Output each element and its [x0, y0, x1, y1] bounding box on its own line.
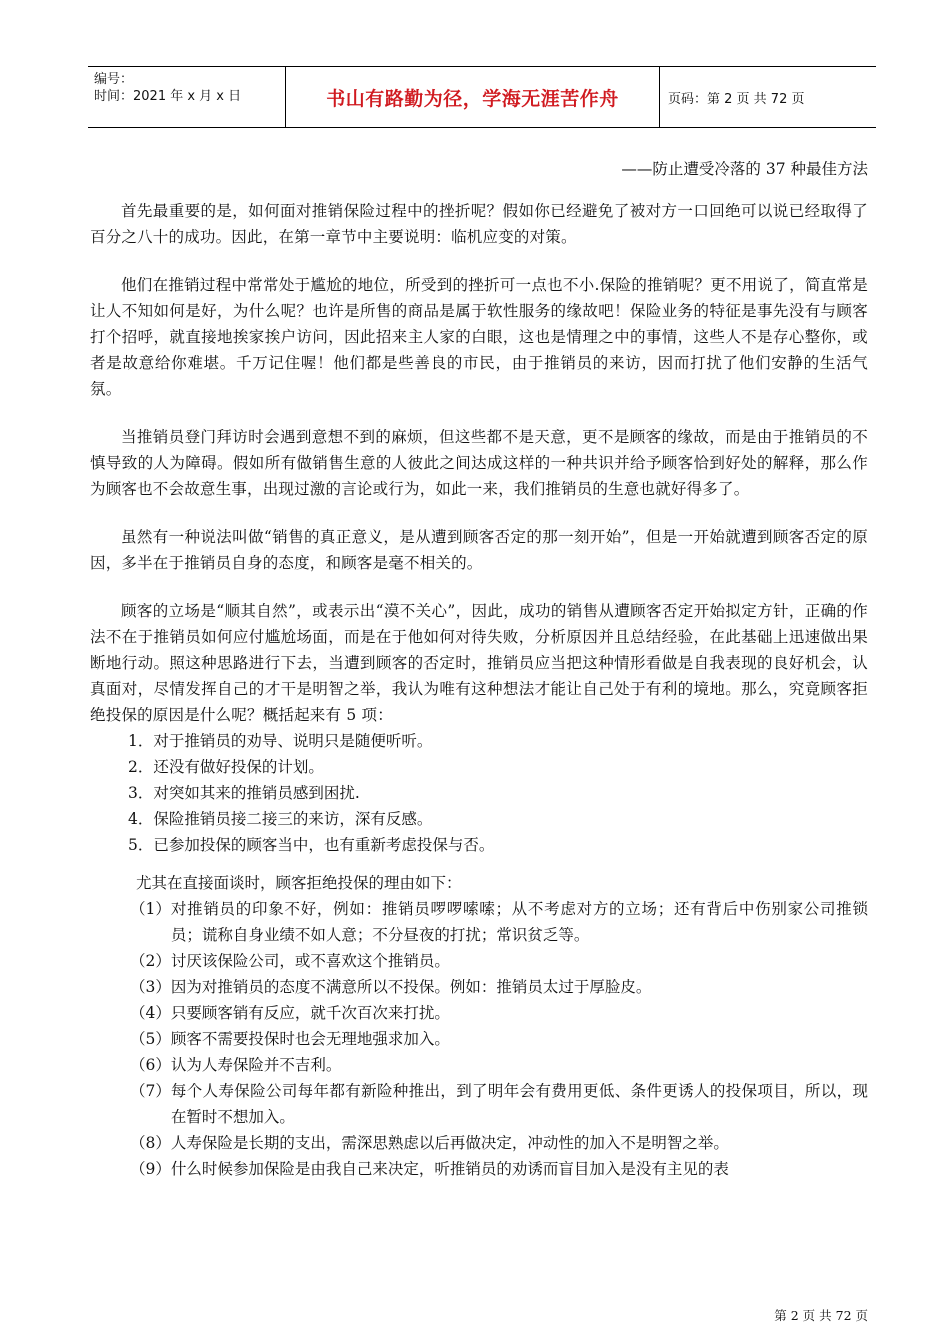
reason-number: （3）: [130, 978, 171, 996]
list-item: [90, 1052, 868, 1078]
reason-number: （6）: [130, 1056, 171, 1074]
refusal-causes-list: [90, 728, 868, 858]
header-motto: 书山有路勤为径，学海无涯苦作舟: [286, 67, 660, 127]
document-body: [90, 198, 868, 1182]
list-item: [90, 1026, 868, 1052]
reason-number: （7）: [130, 1082, 171, 1100]
reason-number: （2）: [130, 952, 171, 970]
reason-text: 讨厌该保险公司，或不喜欢这个推销员。: [170, 952, 450, 970]
reason-number: （5）: [130, 1030, 171, 1048]
header-info-cell: [88, 67, 286, 127]
reason-number: （1）: [130, 900, 171, 918]
reason-text: 顾客不需要投保时也会无理地强求加入。: [170, 1030, 450, 1048]
reason-text: 人寿保险是长期的支出，需深思熟虑以后再做决定，冲动性的加入不是明智之举。: [170, 1134, 729, 1152]
list-item: 2．还没有做好投保的计划。: [128, 758, 324, 776]
list-item: [90, 1000, 868, 1026]
reason-text: 什么时候参加保险是由我自己来决定，听推销员的劝诱而盲目加入是没有主见的表: [170, 1160, 729, 1178]
reason-text: 认为人寿保险并不吉利。: [170, 1056, 342, 1074]
paragraph-2: 他们在推销过程中常常处于尴尬的地位，所受到的挫折可一点也不小.保险的推销呢？更不用说了，简直常是让人不知如何是好，为什么呢？也许是所售的商品是属于软性服务的缘故吧！保险业务的特征是事先没有与顾客打个招呼，就直接地挨家挨户访问，因此招来主人家的白眼，这也是情理之中的事情，这些人不是存心整你，或者是故意给你难堪。千万记住喔！他们都是些善良的市民，由于推销员的来访，因而打扰了他们安静的生活气氛。: [90, 276, 868, 398]
paragraph-4: 虽然有一种说法叫做“销售的真正意义，是从遭到顾客否定的那一刻开始”，但是一开始就遭到顾客否定的原因，多半在于推销员自身的态度，和顾客是毫不相关的。: [90, 528, 868, 572]
list-item: [90, 974, 868, 1000]
reason-text: 只要顾客销有反应，就千次百次来打扰。: [170, 1004, 450, 1022]
page-header: [88, 66, 876, 128]
paragraph-3: 当推销员登门拜访时会遇到意想不到的麻烦，但这些都不是天意，更不是顾客的缘故，而是由于推销员的不慎导致的人为障碍。假如所有做销售生意的人彼此之间达成这样的一种共识并给予顾客恰到好处的解释，那么作为顾客也不会故意生事，出现过激的言论或行为，如此一来，我们推销员的生意也就好得多了。: [90, 428, 868, 498]
list-item: 3．对突如其来的推销员感到困扰.: [128, 784, 360, 802]
reason-text: 每个人寿保险公司每年都有新险种推出，到了明年会有费用更低、条件更诱人的投保项目，所以，现在暂时不想加入。: [170, 1082, 868, 1126]
list-item: 5．已参加投保的顾客当中，也有重新考虑投保与否。: [128, 836, 495, 854]
paragraph-5: 顾客的立场是“顺其自然”，或表示出“漠不关心”，因此，成功的销售从遭顾客否定开始拟定方针，正确的作法不在于推销员如何应付尴尬场面，而是在于他如何对待失败，分析原因并且总结经验，在此基础上迅速做出果断地行动。照这种思路进行下去，当遭到顾客的否定时，推销员应当把这种情形看做是自我表现的良好机会，认真面对，尽情发挥自己的才干是明智之举，我认为唯有这种想法才能让自己处于有利的境地。那么，究竟顾客拒绝投保的原因是什么呢？概括起来有 5 项：: [90, 602, 868, 724]
reason-number: （8）: [130, 1134, 171, 1152]
reason-number: （4）: [130, 1004, 171, 1022]
refusal-reasons-list: [90, 896, 868, 1182]
reason-text: 因为对推销员的态度不满意所以不投保。例如：推销员太过于厚脸皮。: [170, 978, 652, 996]
header-page-number: 页码：第 2 页 共 72 页: [668, 91, 805, 107]
list-item: [90, 1156, 868, 1182]
list-item: 4．保险推销员接二接三的来访，深有反感。: [128, 810, 433, 828]
reason-number: （9）: [130, 1160, 171, 1178]
document-subtitle: ——防止遭受冷落的 37 种最佳方法: [621, 160, 868, 178]
document-number-label: 编号：: [94, 72, 134, 87]
reasons-intro: 尤其在直接面谈时，顾客拒绝投保的理由如下：: [136, 874, 462, 892]
list-item: [90, 896, 868, 948]
document-time-label: 时间：2021 年 x 月 x 日: [94, 89, 242, 104]
list-item: [90, 948, 868, 974]
list-item: [90, 1130, 868, 1156]
paragraph-1: 首先最重要的是，如何面对推销保险过程中的挫折呢？假如你已经避免了被对方一口回绝可以说已经取得了百分之八十的成功。因此，在第一章节中主要说明：临机应变的对策。: [90, 202, 868, 246]
list-item: 1．对于推销员的劝导、说明只是随便听听。: [128, 732, 433, 750]
reason-text: 对推销员的印象不好，例如：推销员啰啰嗦嗦；从不考虑对方的立场；还有背后中伤别家公司推锁员；谎称自身业绩不如人意；不分昼夜的打扰；常识贫乏等。: [170, 900, 868, 944]
list-item: [90, 1078, 868, 1130]
page-footer: 第 2 页 共 72 页: [774, 1308, 868, 1323]
